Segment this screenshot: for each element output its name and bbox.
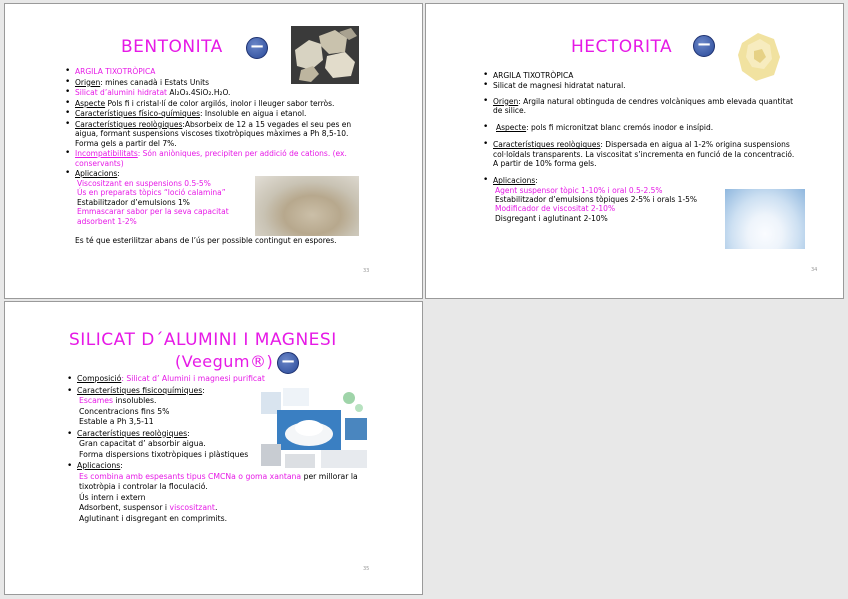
list-item: • Incompatibilitats: Són aniòniques, precipiten per addició de cations. (ex. conservants) — [75, 149, 363, 168]
slide-veegum — [4, 301, 423, 595]
list-item: • Característiques reològiques: Gran capacitat d’ absorbir aigua. Forma dispersions tixotròpiques i plàstiques — [77, 429, 375, 461]
minus-circle-icon[interactable]: − — [693, 35, 715, 57]
list-item: • Aplicacions: Agent suspensor tòpic 1-10% i oral 0.5-2.5% Estabilitzador d’emulsions tòpiques 2-5% i orals 1-5% Modificador de viscositat 2-10% Disgregant i aglutinant 2-10% — [493, 176, 801, 222]
reo-line: Forma dispersions tixotròpiques i plàstiques — [79, 449, 249, 459]
veegum-body — [65, 374, 375, 525]
slide-bentonita — [4, 3, 423, 299]
app-line: Agent suspensor tòpic 1-10% i oral 0.5-2.5% — [495, 185, 663, 195]
app-line: Aglutinant i disgregant en comprimits. — [79, 513, 228, 523]
app-line: Ús en preparats tòpics “loció calamina” — [77, 188, 226, 197]
bentonite-powder-photo — [255, 176, 359, 236]
footer-note: Es té que esterilitzar abans de l’ús per possible contingut en espores. — [75, 236, 337, 245]
list-item: • Aspecte Pols fi i cristal·lí de color argilós, inolor i lleuger sabor terròs. — [75, 99, 363, 109]
minus-circle-icon[interactable]: − — [246, 37, 268, 59]
app-line: Ús intern i extern — [79, 492, 146, 502]
app-line: Disgregant i aglutinant 2-10% — [495, 213, 608, 223]
app-line: Modificador de viscositat 2-10% — [495, 204, 616, 214]
slide-subtitle: (Veegum®) — [175, 352, 274, 371]
list-item: • Silicat de magnesi hidratat natural. — [493, 81, 801, 90]
slide-title: BENTONITA — [121, 37, 223, 57]
list-item: • Característiques físico-químiques: Insoluble en aigua i etanol. — [75, 109, 363, 119]
list-item: • Característiques reològiques: Dispersada en aigua al 1-2% origina suspensions col·loïdals transparents. La viscositat s’incrementa en funció de la concentració. A partir de 10% forma gels. — [493, 140, 801, 168]
list-item: • Aplicacions: Es combina amb espesants tipus CMCNa o goma xantana per millorar la tixotròpia i controlar la floculació. Ús intern i extern Adsorbent, suspensor i viscositzant. Aglutinant i disgregant en comprimits. — [77, 461, 375, 524]
list-item: • Característiques fisicoquímiques: Escames insolubles. Concentracions fins 5% Estable a Ph 3,5-11 — [77, 386, 375, 428]
list-item: • Origen: mines canadà i Estats Units — [75, 78, 363, 88]
list-item: • Característiques reològiques:Absorbeix de 12 a 15 vegades el seu pes en aigua, formant suspensions viscoses tixotròpiques màximes a Ph 8,5-10. Forma gels a partir del 7%. — [75, 120, 363, 149]
slide-title: HECTORITA — [571, 37, 673, 57]
list-item: • Aplicacions: Viscositzant en suspensions 0.5-5% Ús en preparats tòpics “loció calamina” Estabilitzador d’emulsions 1% Emmascarar sabor per la seva capacitat adsorbent 1-2% — [75, 169, 363, 226]
app-line: Emmascarar sabor per la seva capacitat adsorbent 1-2% — [77, 207, 229, 226]
list-item: • Aspecte: pols fi micronitzat blanc cremós inodor e insípid. — [493, 123, 801, 132]
list-item: • Origen: Argila natural obtinguda de cendres volcàniques amb elevada quantitat de silice. — [493, 97, 801, 116]
app-line: Estabilitzador d’emulsions tòpiques 2-5% i orals 1-5% — [495, 194, 698, 204]
fq-line: Escames insolubles. — [79, 396, 157, 405]
page-number: 34 — [811, 267, 818, 273]
slide-hectorita — [425, 3, 844, 299]
app-line: Es combina amb espesants tipus CMCNa o goma xantana per millorar la tixotròpia i controlar la floculació. — [79, 471, 358, 491]
slide-title: SILICAT D´ALUMINI I MAGNESI — [69, 330, 337, 350]
fq-line: Concentracions fins 5% — [79, 406, 170, 416]
list-item: • ARGILA TIXOTRÒPICA — [75, 67, 363, 77]
page-number: 33 — [363, 268, 370, 274]
app-line: Viscositzant en suspensions 0.5-5% — [77, 178, 211, 188]
app-line: Adsorbent, suspensor i viscositzant. — [79, 503, 218, 512]
hectorite-powder-photo — [725, 189, 805, 249]
list-item: • Composició: Silicat d’ Alumini i magnesi purificat — [77, 374, 375, 385]
page-number: 35 — [363, 566, 370, 572]
list-item: • ARGILA TIXOTRÒPICA — [493, 71, 801, 80]
minus-circle-icon[interactable]: − — [277, 352, 299, 374]
app-line: Estabilitzador d’emulsions 1% — [77, 197, 190, 207]
list-item: • Silicat d’alumini hidratat Al₂O₃.4SiO₂.H₂O. — [75, 88, 363, 98]
fq-line: Estable a Ph 3,5-11 — [79, 417, 154, 426]
reo-line: Gran capacitat d’ absorbir aigua. — [79, 439, 206, 448]
